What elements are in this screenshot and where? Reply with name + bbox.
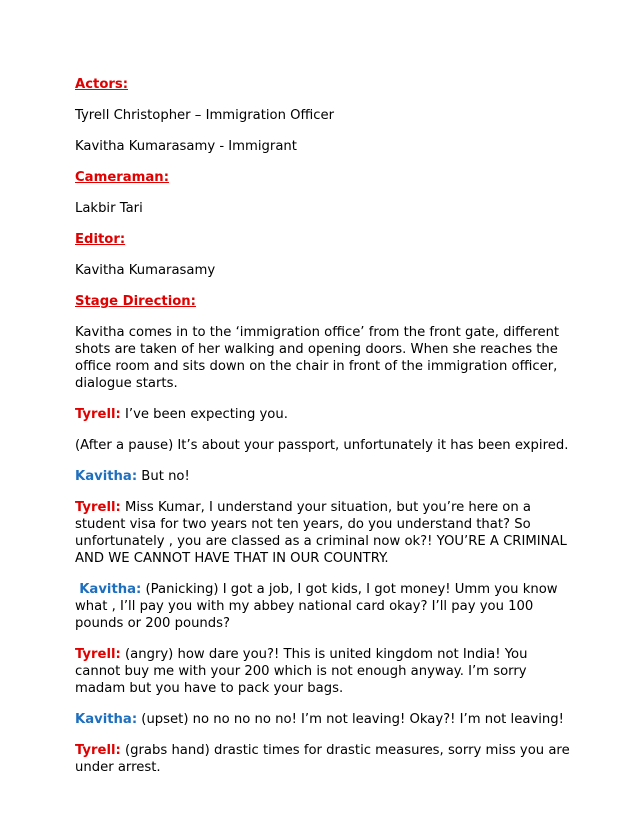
dialogue-line [75,499,575,567]
dialogue-line [75,468,575,485]
dialogue-text: (Panicking) I got a job, I got kids, I got money! Umm you know what , I’ll pay you with my abbey national card okay? I’ll pay you 100 pounds or 200 pounds? [75,582,558,631]
editor-heading: Editor: [75,232,126,247]
speaker-name: Kavitha: [75,469,138,484]
dialogue-text: Miss Kumar, I understand your situation, but you’re here on a student visa for two years not ten years, do you understand that? So unfortunately , you are classed as a criminal now ok?! YOU’RE A CRIMINAL AND WE CANNOT HAVE THAT IN OUR COUNTRY. [75,500,567,566]
speaker-name: Tyrell: [75,407,121,422]
cameraman-name: Lakbir Tari [75,201,143,216]
dialogue-text: (After a pause) It’s about your passport, unfortunately it has been expired. [75,438,569,453]
dialogue-line [75,437,575,454]
dialogue-text: But no! [137,469,190,484]
dialogue-line [75,406,575,423]
script-document [75,76,575,776]
dialogue-text: (grabs hand) drastic times for drastic measures, sorry miss you are under arrest. [75,743,570,775]
dialogue-text: (angry) how dare you?! This is united kingdom not India! You cannot buy me with your 200 which is not enough anyway. I’m sorry madam but you have to pack your bags. [75,647,528,696]
dialogue-text: I’ve been expecting you. [120,407,288,422]
stage-direction-text: Kavitha comes in to the ‘immigration office’ from the front gate, different shots are taken of her walking and opening doors. When she reaches the office room and sits down on the chair in front of the immigration officer, dialogue starts. [75,325,560,391]
dialogue-line [75,742,575,776]
speaker-name: Tyrell: [75,743,121,758]
speaker-name: Kavitha: [75,712,138,727]
editor-name: Kavitha Kumarasamy [75,263,216,278]
stage-direction-heading: Stage Direction: [75,294,196,309]
cameraman-heading: Cameraman: [75,170,169,185]
speaker-name: Tyrell: [75,647,121,662]
dialogue-line [75,581,575,632]
dialogue-line [75,711,575,728]
dialogue-line [75,646,575,697]
speaker-name: Kavitha: [79,582,142,597]
actor-kavitha: Kavitha Kumarasamy - Immigrant [75,139,297,154]
actors-heading: Actors: [75,77,129,92]
dialogue-text: (upset) no no no no no! I’m not leaving! Okay?! I’m not leaving! [137,712,564,727]
speaker-name: Tyrell: [75,500,121,515]
actor-tyrell: Tyrell Christopher – Immigration Officer [75,108,335,123]
